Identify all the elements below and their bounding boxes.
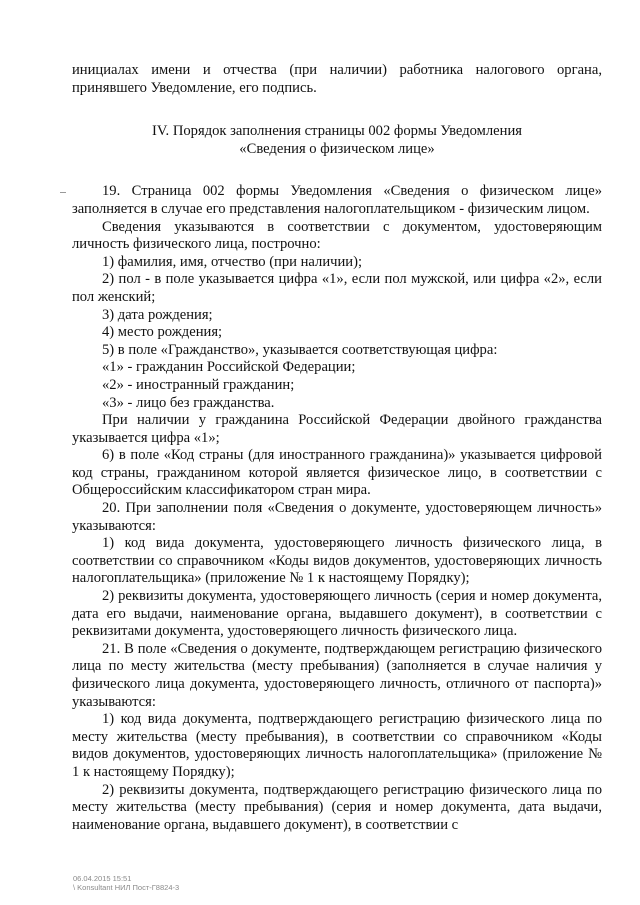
list-item: 1) фамилия, имя, отчество (при наличии); <box>102 253 363 270</box>
section-heading-line-2: «Сведения о физическом лице» <box>239 140 435 157</box>
list-item: «2» - иностранный гражданин; <box>102 376 295 393</box>
list-item: 2) реквизиты документа, подтверждающего регистрацию физического лица по месту жительства (месту пребывания) (серия и номер документа, дата выдачи, наименование органа, выдавшего документ), в соответствии с <box>72 781 602 833</box>
list-item: 3) дата рождения; <box>102 306 213 323</box>
section-heading <box>72 123 602 158</box>
list-item: 2) пол - в поле указывается цифра «1», если пол мужской, или цифра «2», если пол женский; <box>72 271 602 305</box>
paragraph-19: 19. Страница 002 формы Уведомления «Сведения о физическом лице» заполняется в случае его представления налогоплательщиком - физическим лицом. <box>72 183 602 217</box>
scan-mark <box>60 192 66 193</box>
list-item: 5) в поле «Гражданство», указывается соответствующая цифра: <box>102 341 498 358</box>
document-body <box>72 62 602 834</box>
list-item: «1» - гражданин Российской Федерации; <box>102 359 356 376</box>
list-item: «3» - лицо без гражданства. <box>102 394 275 411</box>
list-item: 4) место рождения; <box>102 324 223 341</box>
paragraph-21: 21. В поле «Сведения о документе, подтверждающем регистрацию физического лица по месту жительства (месту пребывания) (заполняется в случае наличия у физического лица документа, удостоверяющего личность, отличного от паспорта)» указываются: <box>72 640 602 710</box>
paragraph-info: Сведения указываются в соответствии с документом, удостоверяющим личность физического лица, построчно: <box>72 218 602 253</box>
paragraph-20: 20. При заполнении поля «Сведения о документе, удостоверяющем личность» указываются: <box>72 500 602 534</box>
intro-paragraph: инициалах имени и отчества (при наличии) работника налогового органа, принявшего Уведомление, его подпись. <box>72 62 602 96</box>
list-item: 1) код вида документа, подтверждающего регистрацию физического лица по месту жительства (месту пребывания), в соответствии со справочником «Коды видов документов, удостоверяющих личность налогоплательщика» (приложение № 1 к настоящему Порядку); <box>72 711 602 780</box>
footer-timestamp: 06.04.2015 15:51 <box>73 874 132 883</box>
footer-source: \ Konsultant НИЛ Пост-Г8824-3 <box>73 883 180 892</box>
list-item: 2) реквизиты документа, удостоверяющего личность (серия и номер документа, дата его выдачи, наименование органа, выдавшего документ), в соответствии с реквизитами документа, удостоверяющего личность физического лица. <box>72 588 602 640</box>
section-heading-line-1: IV. Порядок заполнения страницы 002 формы Уведомления <box>152 123 522 140</box>
list-item: 6) в поле «Код страны (для иностранного гражданина)» указывается цифровой код страны, гражданином которой является физическое лицо, в соответствии с Общероссийским классификатором стран мира. <box>72 447 602 499</box>
list-item: 1) код вида документа, удостоверяющего личность физического лица, в соответствии со справочником «Коды видов документов, удостоверяющих личность налогоплательщика» (приложение № 1 к настоящему Порядку); <box>72 535 602 587</box>
paragraph-dual-citizenship: При наличии у гражданина Российской Федерации двойного гражданства указывается цифра «1»; <box>72 412 602 446</box>
page-footer <box>73 874 179 892</box>
